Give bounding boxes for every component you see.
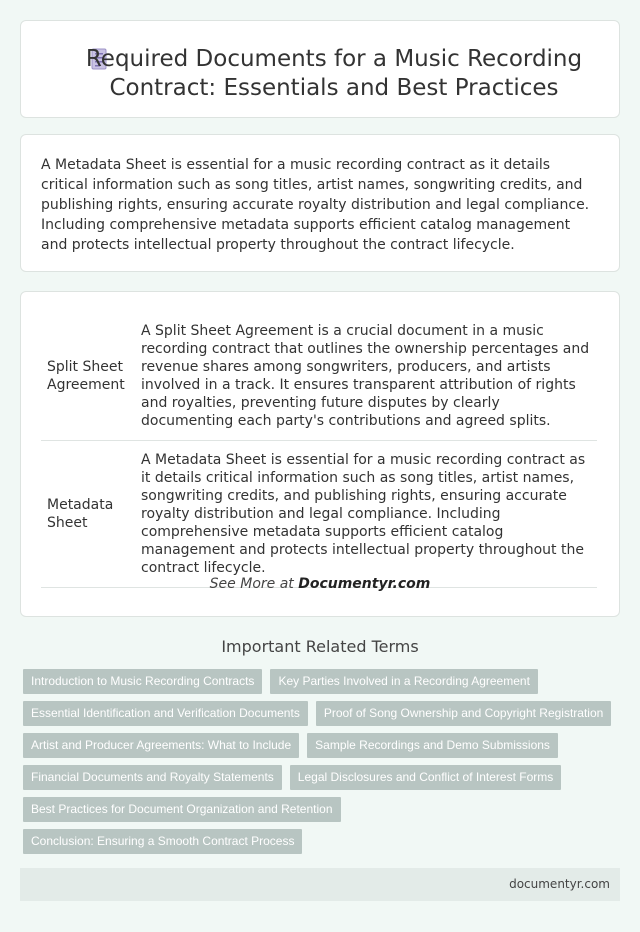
- document-name: Split Sheet Agreement: [41, 312, 135, 441]
- related-term-tag[interactable]: Best Practices for Document Organization and Retention: [23, 797, 341, 822]
- related-terms-heading: Important Related Terms: [221, 637, 419, 656]
- intro-card: [20, 134, 620, 272]
- table-row: [41, 441, 597, 588]
- related-term-tag[interactable]: Conclusion: Ensuring a Smooth Contract Process: [23, 829, 302, 854]
- page-title: Required Documents for a Music Recording Contract: Essentials and Best Practices: [85, 46, 583, 101]
- related-term-tag[interactable]: Sample Recordings and Demo Submissions: [307, 733, 558, 758]
- footer-site-link[interactable]: documentyr.com: [509, 877, 610, 891]
- related-terms-list: [23, 669, 623, 861]
- document-description: A Metadata Sheet is essential for a music recording contract as it details critical information such as song titles, artist names, songwriting credits, and publishing rights, ensuring accurate royalty distribution and legal compliance. Including comprehensive metadata supports efficient catalog management and protects intellectual property throughout the contract lifecycle.: [135, 441, 597, 588]
- related-term-tag[interactable]: Essential Identification and Verification Documents: [23, 701, 308, 726]
- tag-row: [23, 669, 623, 701]
- table-row: [41, 312, 597, 441]
- related-term-tag[interactable]: Artist and Producer Agreements: What to Include: [23, 733, 299, 758]
- related-term-tag[interactable]: Financial Documents and Royalty Statements: [23, 765, 282, 790]
- documents-card: [20, 291, 620, 617]
- tag-row: [23, 765, 623, 797]
- related-term-tag[interactable]: Legal Disclosures and Conflict of Interest Forms: [290, 765, 561, 790]
- document-description: A Split Sheet Agreement is a crucial document in a music recording contract that outlines the ownership percentages and revenue shares among songwriters, producers, and artists involved in a track. It ensures transparent attribution of rights and royalties, preventing future disputes by clearly documenting each party's contributions and agreed splits.: [135, 312, 597, 441]
- tag-row: [23, 829, 623, 861]
- related-term-tag[interactable]: Proof of Song Ownership and Copyright Registration: [316, 701, 612, 726]
- documents-table: [41, 312, 597, 588]
- footer: [20, 868, 620, 901]
- tag-row: [23, 733, 623, 765]
- tag-row: [23, 701, 623, 733]
- related-term-tag[interactable]: Key Parties Involved in a Recording Agreement: [270, 669, 537, 694]
- title-card: [20, 20, 620, 118]
- related-term-tag[interactable]: Introduction to Music Recording Contracts: [23, 669, 262, 694]
- intro-text: A Metadata Sheet is essential for a music recording contract as it details critical information such as song titles, artist names, songwriting credits, and publishing rights, ensuring accurate royalty distribution and legal compliance. Including comprehensive metadata supports efficient catalog management and protects intellectual property throughout the contract lifecycle.: [41, 157, 590, 253]
- see-more-site[interactable]: Documentyr.com: [298, 576, 431, 592]
- document-name: Metadata Sheet: [41, 441, 135, 588]
- see-more-link[interactable]: [21, 576, 619, 592]
- see-more-prefix: See More at: [209, 576, 299, 592]
- tag-row: [23, 797, 623, 829]
